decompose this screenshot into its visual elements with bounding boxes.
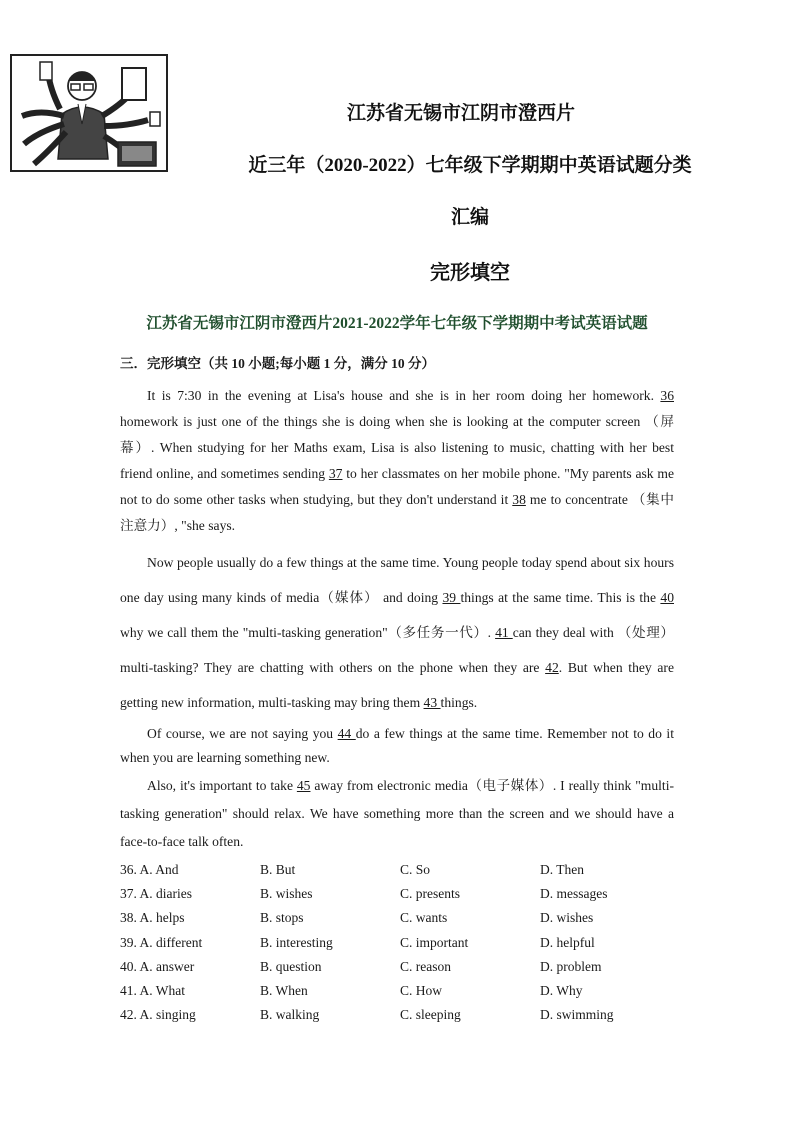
passage-text: can they deal with （处理）multi-tasking? They are chatting with others on the phone when they are — [120, 625, 674, 675]
option-choice: D. problem — [540, 958, 602, 974]
header-collection-title-cont: 汇编 — [450, 207, 489, 228]
passage-paragraph-2 — [120, 545, 674, 720]
option-row — [120, 906, 680, 930]
option-choice: C. reason — [400, 958, 451, 974]
header-topic-title: 完形填空 — [430, 262, 510, 284]
option-row — [120, 931, 680, 955]
passage-text: . But when they are getting new information, multi-tasking may bring them — [120, 660, 674, 710]
cloze-passage — [120, 383, 674, 856]
passage-text: Now people usually do a few things at the same time. Young people today spend about six hours one day using many kinds of media（媒体） and doing — [120, 555, 674, 605]
answer-options — [120, 858, 680, 1027]
option-choice: B. interesting — [260, 934, 333, 950]
option-choice: 38. A. helps — [120, 910, 185, 926]
option-choice: C. So — [400, 862, 431, 878]
cloze-blank: 42 — [545, 660, 559, 675]
option-row — [120, 955, 680, 979]
option-choice: D. Why — [540, 983, 583, 999]
option-row — [120, 979, 680, 1003]
option-choice: C. presents — [400, 886, 460, 902]
passage-text: Of course, we are not saying you — [147, 726, 338, 741]
option-choice: B. question — [260, 958, 322, 974]
passage-text: Also, it's important to take — [147, 778, 297, 793]
passage-text: It is 7:30 in the evening at Lisa's house and she is in her room doing her homework. — [147, 388, 661, 403]
cloze-blank: 45 — [296, 778, 311, 793]
header-region-title: 江苏省无锡市江阴市澄西片 — [346, 103, 575, 124]
cloze-blank: 44 — [337, 726, 356, 741]
cloze-blank: 41 — [495, 625, 513, 640]
cloze-blank: 43 — [423, 695, 441, 710]
option-choice: D. wishes — [540, 910, 594, 926]
option-choice: C. How — [400, 983, 443, 999]
passage-paragraph-1 — [120, 383, 674, 539]
passage-text: to her classmates on her mobile phone. "My parents ask me not to do some other tasks when studying, but they don't understand it — [120, 466, 675, 507]
passage-text: why we call them the "multi-tasking generation"（多任务一代）. — [120, 625, 496, 640]
option-choice: 36. A. And — [120, 862, 179, 878]
option-choice: B. When — [260, 983, 308, 999]
option-row — [120, 882, 680, 906]
cloze-blank: 40 — [660, 590, 674, 605]
option-choice: B. wishes — [260, 886, 313, 902]
cloze-blank: 36 — [660, 388, 674, 403]
passage-text: do a few things at the same time. Remember not to do it when you are learning something new. — [120, 726, 674, 765]
cloze-blank: 37 — [328, 466, 343, 481]
option-row — [120, 1003, 680, 1027]
option-choice: D. swimming — [540, 1007, 614, 1023]
option-choice: 39. A. different — [120, 934, 203, 950]
cloze-blank: 39 — [442, 590, 461, 605]
option-choice: 42. A. singing — [120, 1007, 196, 1023]
passage-text: things. — [440, 695, 478, 710]
option-choice: D. Then — [540, 862, 584, 878]
section-heading: 三．完形填空（共 10 小题;每小题 1 分，满分 10 分） — [120, 356, 435, 371]
header-collection-title: 近三年（2020-2022）七年级下学期期中英语试题分类 — [248, 155, 692, 176]
option-choice: D. helpful — [540, 934, 595, 950]
option-choice: B. stops — [260, 910, 304, 926]
passage-text: away from electronic media（电子媒体）. I really think "multi-tasking generation" should relax. We have something more than the screen and we should have a face-to-face talk often. — [120, 778, 675, 849]
option-choice: D. messages — [540, 886, 608, 902]
passage-text: me to concentrate （集中注意力）, "she says. — [120, 492, 674, 533]
option-choice: B. walking — [260, 1007, 320, 1023]
option-choice: C. sleeping — [400, 1007, 461, 1023]
passage-text: homework is just one of the things she is doing when she is looking at the computer screen （屏幕）. When studying for her Maths exam, Lisa is also listening to music, chatting with her best friend online, and sometimes sending — [120, 414, 674, 481]
passage-text: things at the same time. This is the — [460, 590, 661, 605]
cloze-blank: 38 — [512, 492, 526, 507]
option-choice: C. important — [400, 934, 469, 950]
passage-paragraph-4 — [120, 772, 674, 856]
option-choice: B. But — [260, 862, 296, 878]
exam-title: 江苏省无锡市江阴市澄西片2021-2022学年七年级下学期期中考试英语试题 — [146, 315, 648, 332]
option-choice: 41. A. What — [120, 983, 185, 999]
option-row — [120, 858, 680, 882]
multitasking-cartoon-logo — [10, 54, 168, 172]
passage-paragraph-3 — [120, 722, 674, 770]
option-choice: C. wants — [400, 910, 448, 926]
option-choice: 40. A. answer — [120, 958, 195, 974]
option-choice: 37. A. diaries — [120, 886, 192, 902]
